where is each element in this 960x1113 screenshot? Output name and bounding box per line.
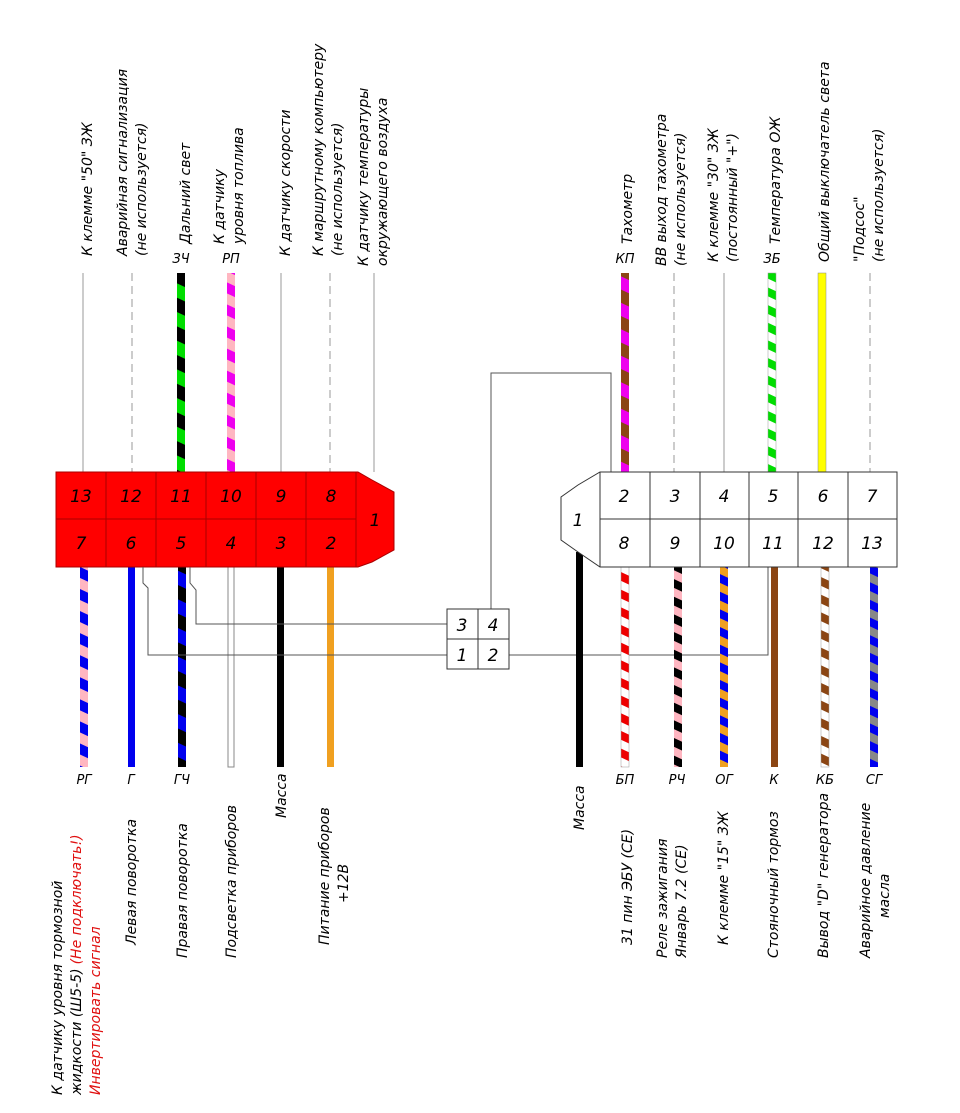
wire-lb-5 xyxy=(178,567,186,767)
label-lt-6: К маршрутному компьютеру (не используется) xyxy=(311,43,346,256)
right-pin-9: 9 xyxy=(669,534,681,554)
right-pin-5: 5 xyxy=(767,487,779,507)
link-2-to-right-11 xyxy=(509,567,768,655)
wire-rb-13 xyxy=(870,567,878,767)
left-pin-6: 6 xyxy=(125,534,137,554)
wire-lb-4 xyxy=(228,567,234,767)
left-pin-7: 7 xyxy=(75,534,87,554)
label-rt-5: Температура ОЖ xyxy=(768,116,784,244)
label-rb-8: 31 пин ЭБУ (СЕ) xyxy=(620,828,636,945)
wire-code-rb-13: СГ xyxy=(865,773,883,788)
wire-lb-7 xyxy=(80,567,88,767)
label-rb-12: Вывод "D" генератора xyxy=(816,792,832,958)
wire-code-rb-8: БП xyxy=(615,773,635,788)
label-lb-4: Подсветка приборов xyxy=(224,804,240,958)
label-rt-7: "Подсос" (не используется) xyxy=(852,128,887,262)
right-connector xyxy=(561,472,897,567)
wire-code-rb-11: К xyxy=(769,773,779,788)
wire-rb-8 xyxy=(621,567,629,767)
label-rb-1: Масса xyxy=(572,785,588,830)
label-rb-10: К клемме "15" ЗЖ xyxy=(716,811,732,945)
right-pin-6: 6 xyxy=(817,487,829,507)
wire-code-lt-4: РП xyxy=(222,252,240,267)
wire-code-rt-2: КП xyxy=(615,252,635,267)
wire-lb-2 xyxy=(327,567,334,767)
left-pin-4: 4 xyxy=(225,534,237,554)
label-lb-3: Масса xyxy=(274,773,290,818)
label-lt-1: К клемме "50" ЗЖ xyxy=(80,122,96,256)
small-pin-1: 1 xyxy=(456,646,468,666)
label-lt-4: К датчику уровня топлива xyxy=(212,127,247,244)
label-rt-6: Общий выключатель света xyxy=(817,61,833,262)
label-lb-7: К датчику уровня тормозной жидкости (Ш5-5)(Не подключать!) Инвертировать сигнал xyxy=(50,834,104,1095)
wire-code-rb-9: РЧ xyxy=(668,773,686,788)
wire-rt-5 xyxy=(768,273,776,472)
right-top-wires xyxy=(615,61,887,472)
wire-lt-4 xyxy=(227,273,235,472)
right-pin-1: 1 xyxy=(572,511,584,531)
right-pin-8: 8 xyxy=(618,534,630,554)
wire-rt-6 xyxy=(818,273,826,472)
label-lb-5: Правая поворотка xyxy=(175,823,191,958)
right-pin-7: 7 xyxy=(866,487,878,507)
left-pin-8: 8 xyxy=(325,487,337,507)
left-pin-2: 2 xyxy=(325,534,337,554)
label-lt-7: К датчику температуры окружающего воздуха xyxy=(356,87,391,266)
wire-lb-6 xyxy=(128,567,135,767)
left-pin-12: 12 xyxy=(120,487,142,507)
wire-rt-2 xyxy=(621,273,629,472)
left-connector xyxy=(56,472,394,567)
wire-code-rb-10: ОГ xyxy=(715,773,733,788)
wire-rb-10 xyxy=(720,567,728,767)
left-pin-9: 9 xyxy=(275,487,287,507)
label-rb-9: Реле зажигания Январь 7.2 (СЕ) xyxy=(655,838,690,958)
label-rb-13: Аварийное давление масла xyxy=(858,802,893,958)
label-lb-6: Левая поворотка xyxy=(124,818,140,945)
wire-code-rt-5: ЗБ xyxy=(763,252,781,267)
label-lt-2: Аварийная сигнализация (не используется) xyxy=(115,68,150,256)
label-rt-2: Тахометр xyxy=(620,173,636,244)
left-top-wires xyxy=(80,43,391,472)
left-pin-11: 11 xyxy=(170,487,192,507)
label-lb-2: Питание приборов +12В xyxy=(317,807,352,945)
small-pin-4: 4 xyxy=(487,616,499,636)
label-lt-5: К датчику скорости xyxy=(278,109,294,256)
label-rt-3: ВВ выход тахометра (не используется) xyxy=(654,113,689,266)
wire-lt-3 xyxy=(177,273,185,472)
wire-code-lb-7: РГ xyxy=(76,773,92,788)
right-pin-3: 3 xyxy=(669,487,681,507)
wire-rb-1 xyxy=(576,552,583,767)
left-bottom-wires xyxy=(50,567,352,1096)
right-bottom-wires xyxy=(572,552,893,959)
wire-rb-9 xyxy=(674,567,682,767)
right-pin-4: 4 xyxy=(718,487,730,507)
wire-code-lb-6: Г xyxy=(127,773,135,788)
small-pin-3: 3 xyxy=(456,616,468,636)
right-pin-13: 13 xyxy=(861,534,883,554)
right-pin-10: 10 xyxy=(713,534,735,554)
label-rt-4: К клемме "30" ЗЖ (постоянный "+") xyxy=(706,128,741,262)
wire-code-lt-3: ЗЧ xyxy=(172,252,190,267)
wire-code-lb-5: ГЧ xyxy=(173,773,191,788)
left-pin-10: 10 xyxy=(220,487,242,507)
left-pin-1: 1 xyxy=(369,511,381,531)
link-left-6-to-1 xyxy=(143,567,447,655)
right-pin-2: 2 xyxy=(618,487,630,507)
wire-rb-11 xyxy=(771,567,778,767)
wire-lb-3 xyxy=(277,567,284,767)
label-lt-3: Дальний свет xyxy=(178,142,194,244)
right-pin-12: 12 xyxy=(812,534,834,554)
wire-code-rb-12: КБ xyxy=(815,773,835,788)
left-pin-5: 5 xyxy=(175,534,187,554)
left-pin-3: 3 xyxy=(275,534,287,554)
small-pin-2: 2 xyxy=(487,646,499,666)
left-pin-13: 13 xyxy=(70,487,92,507)
label-rb-11: Стояночный тормоз xyxy=(766,811,782,958)
wire-rb-12 xyxy=(821,567,829,767)
right-pin-11: 11 xyxy=(762,534,784,554)
